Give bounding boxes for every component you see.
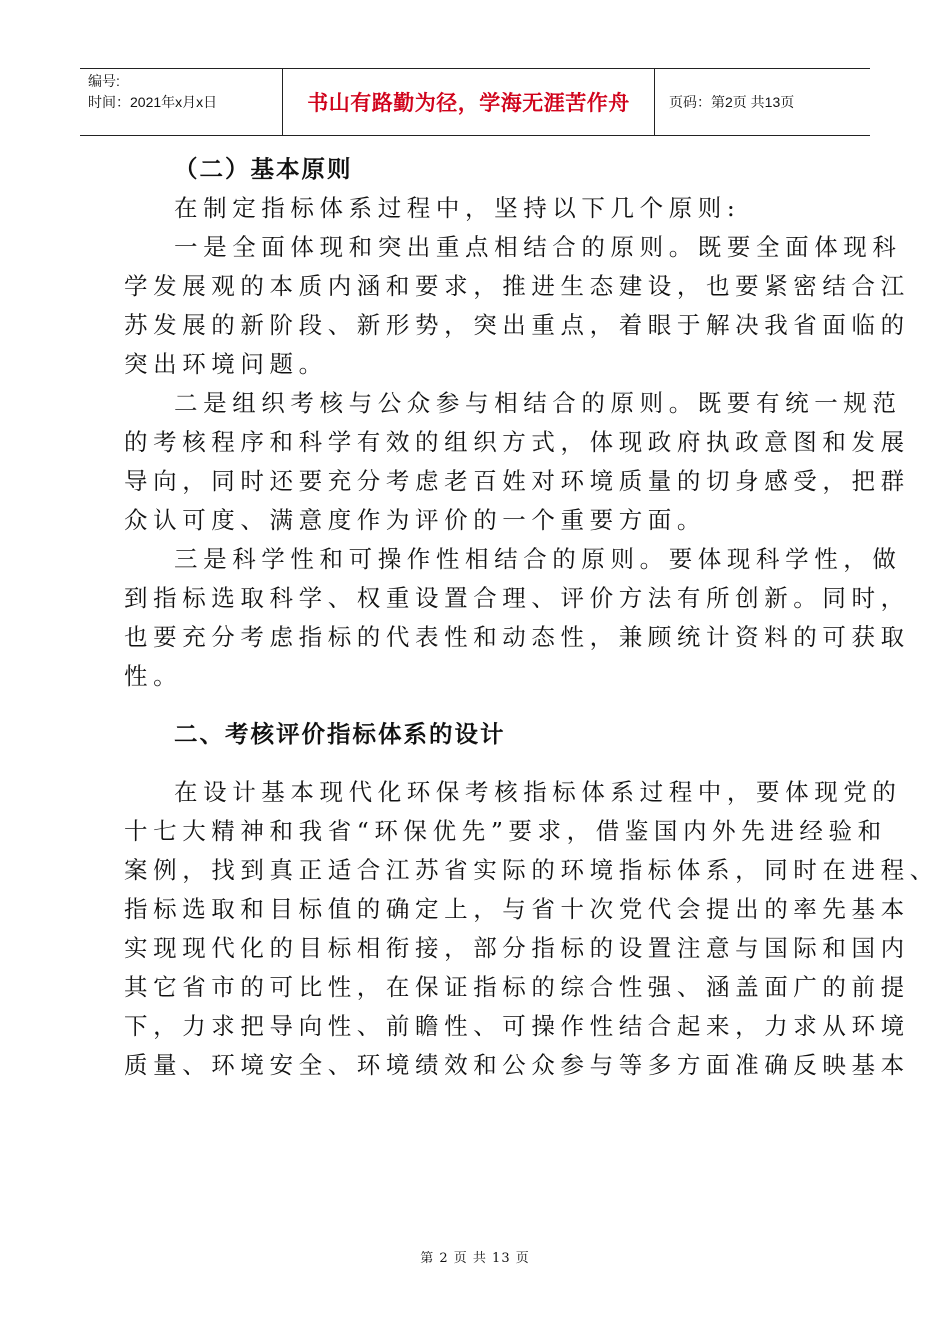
- header-page-info: 页码：第2页 共13页: [669, 94, 795, 110]
- paragraph-line: 质量、环境安全、环境绩效和公众参与等多方面准确反映基本: [124, 1051, 910, 1079]
- header-motto: 书山有路勤为径，学海无涯苦作舟: [283, 69, 655, 135]
- paragraph-line: 学发展观的本质内涵和要求，推进生态建设，也要紧密结合江: [124, 272, 910, 300]
- paragraph-principle-3: [124, 540, 910, 696]
- header-meta: [80, 69, 283, 135]
- paragraph-line: 苏发展的新阶段、新形势，突出重点，着眼于解决我省面临的: [124, 311, 910, 339]
- paragraph-line: 也要充分考虑指标的代表性和动态性，兼顾统计资料的可获取: [124, 623, 910, 651]
- paragraph-line: 实现现代化的目标相衔接，部分指标的设置注意与国际和国内: [124, 934, 910, 962]
- paragraph-principle-1: [124, 228, 910, 384]
- section-gap: [124, 696, 828, 715]
- paragraph-line: 十七大精神和我省“环保优先”要求，借鉴国内外先进经验和: [124, 817, 887, 845]
- paragraph-line: 案例，找到真正适合江苏省实际的环境指标体系，同时在进程、: [124, 856, 939, 884]
- document-header: [80, 68, 870, 136]
- paragraph-line: 导向，同时还要充分考虑老百姓对环境质量的切身感受，把群: [124, 467, 910, 495]
- section-heading-design: 二、考核评价指标体系的设计: [174, 720, 506, 748]
- paragraph-line: 一是全面体现和突出重点相结合的原则。既要全面体现科: [174, 233, 902, 261]
- paragraph-line: 的考核程序和科学有效的组织方式，体现政府执政意图和发展: [124, 428, 910, 456]
- paragraph-line: 其它省市的可比性，在保证指标的综合性强、涵盖面广的前提: [124, 973, 910, 1001]
- paragraph-line: 众认可度、满意度作为评价的一个重要方面。: [124, 506, 706, 534]
- document-number-label: 编号:: [88, 73, 120, 89]
- intro-paragraph: 在制定指标体系过程中，坚持以下几个原则:: [174, 194, 741, 222]
- paragraph-design: [124, 773, 939, 1085]
- paragraph-line: 到指标选取科学、权重设置合理、评价方法有所创新。同时，: [124, 584, 910, 612]
- paragraph-line: 二是组织考核与公众参与相结合的原则。既要有统一规范: [174, 389, 902, 417]
- paragraph-line: 指标选取和目标值的确定上，与省十次党代会提出的率先基本: [124, 895, 910, 923]
- paragraph-line: 性。: [124, 662, 183, 690]
- paragraph-line: 三是科学性和可操作性相结合的原则。要体现科学性，做: [174, 545, 902, 573]
- paragraph-principle-2: [124, 384, 910, 540]
- paragraph-line: 下，力求把导向性、前瞻性、可操作性结合起来，力求从环境: [124, 1012, 910, 1040]
- document-body: [124, 150, 939, 1085]
- paragraph-line: 在设计基本现代化环保考核指标体系过程中，要体现党的: [174, 778, 902, 806]
- paragraph-line: 突出环境问题。: [124, 350, 328, 378]
- section-gap: [124, 754, 828, 773]
- document-time: 时间：2021年x月x日: [88, 94, 218, 110]
- page-footer: 第 2 页 共 13 页: [420, 1251, 530, 1266]
- section-heading-principles: （二）基本原则: [174, 155, 353, 183]
